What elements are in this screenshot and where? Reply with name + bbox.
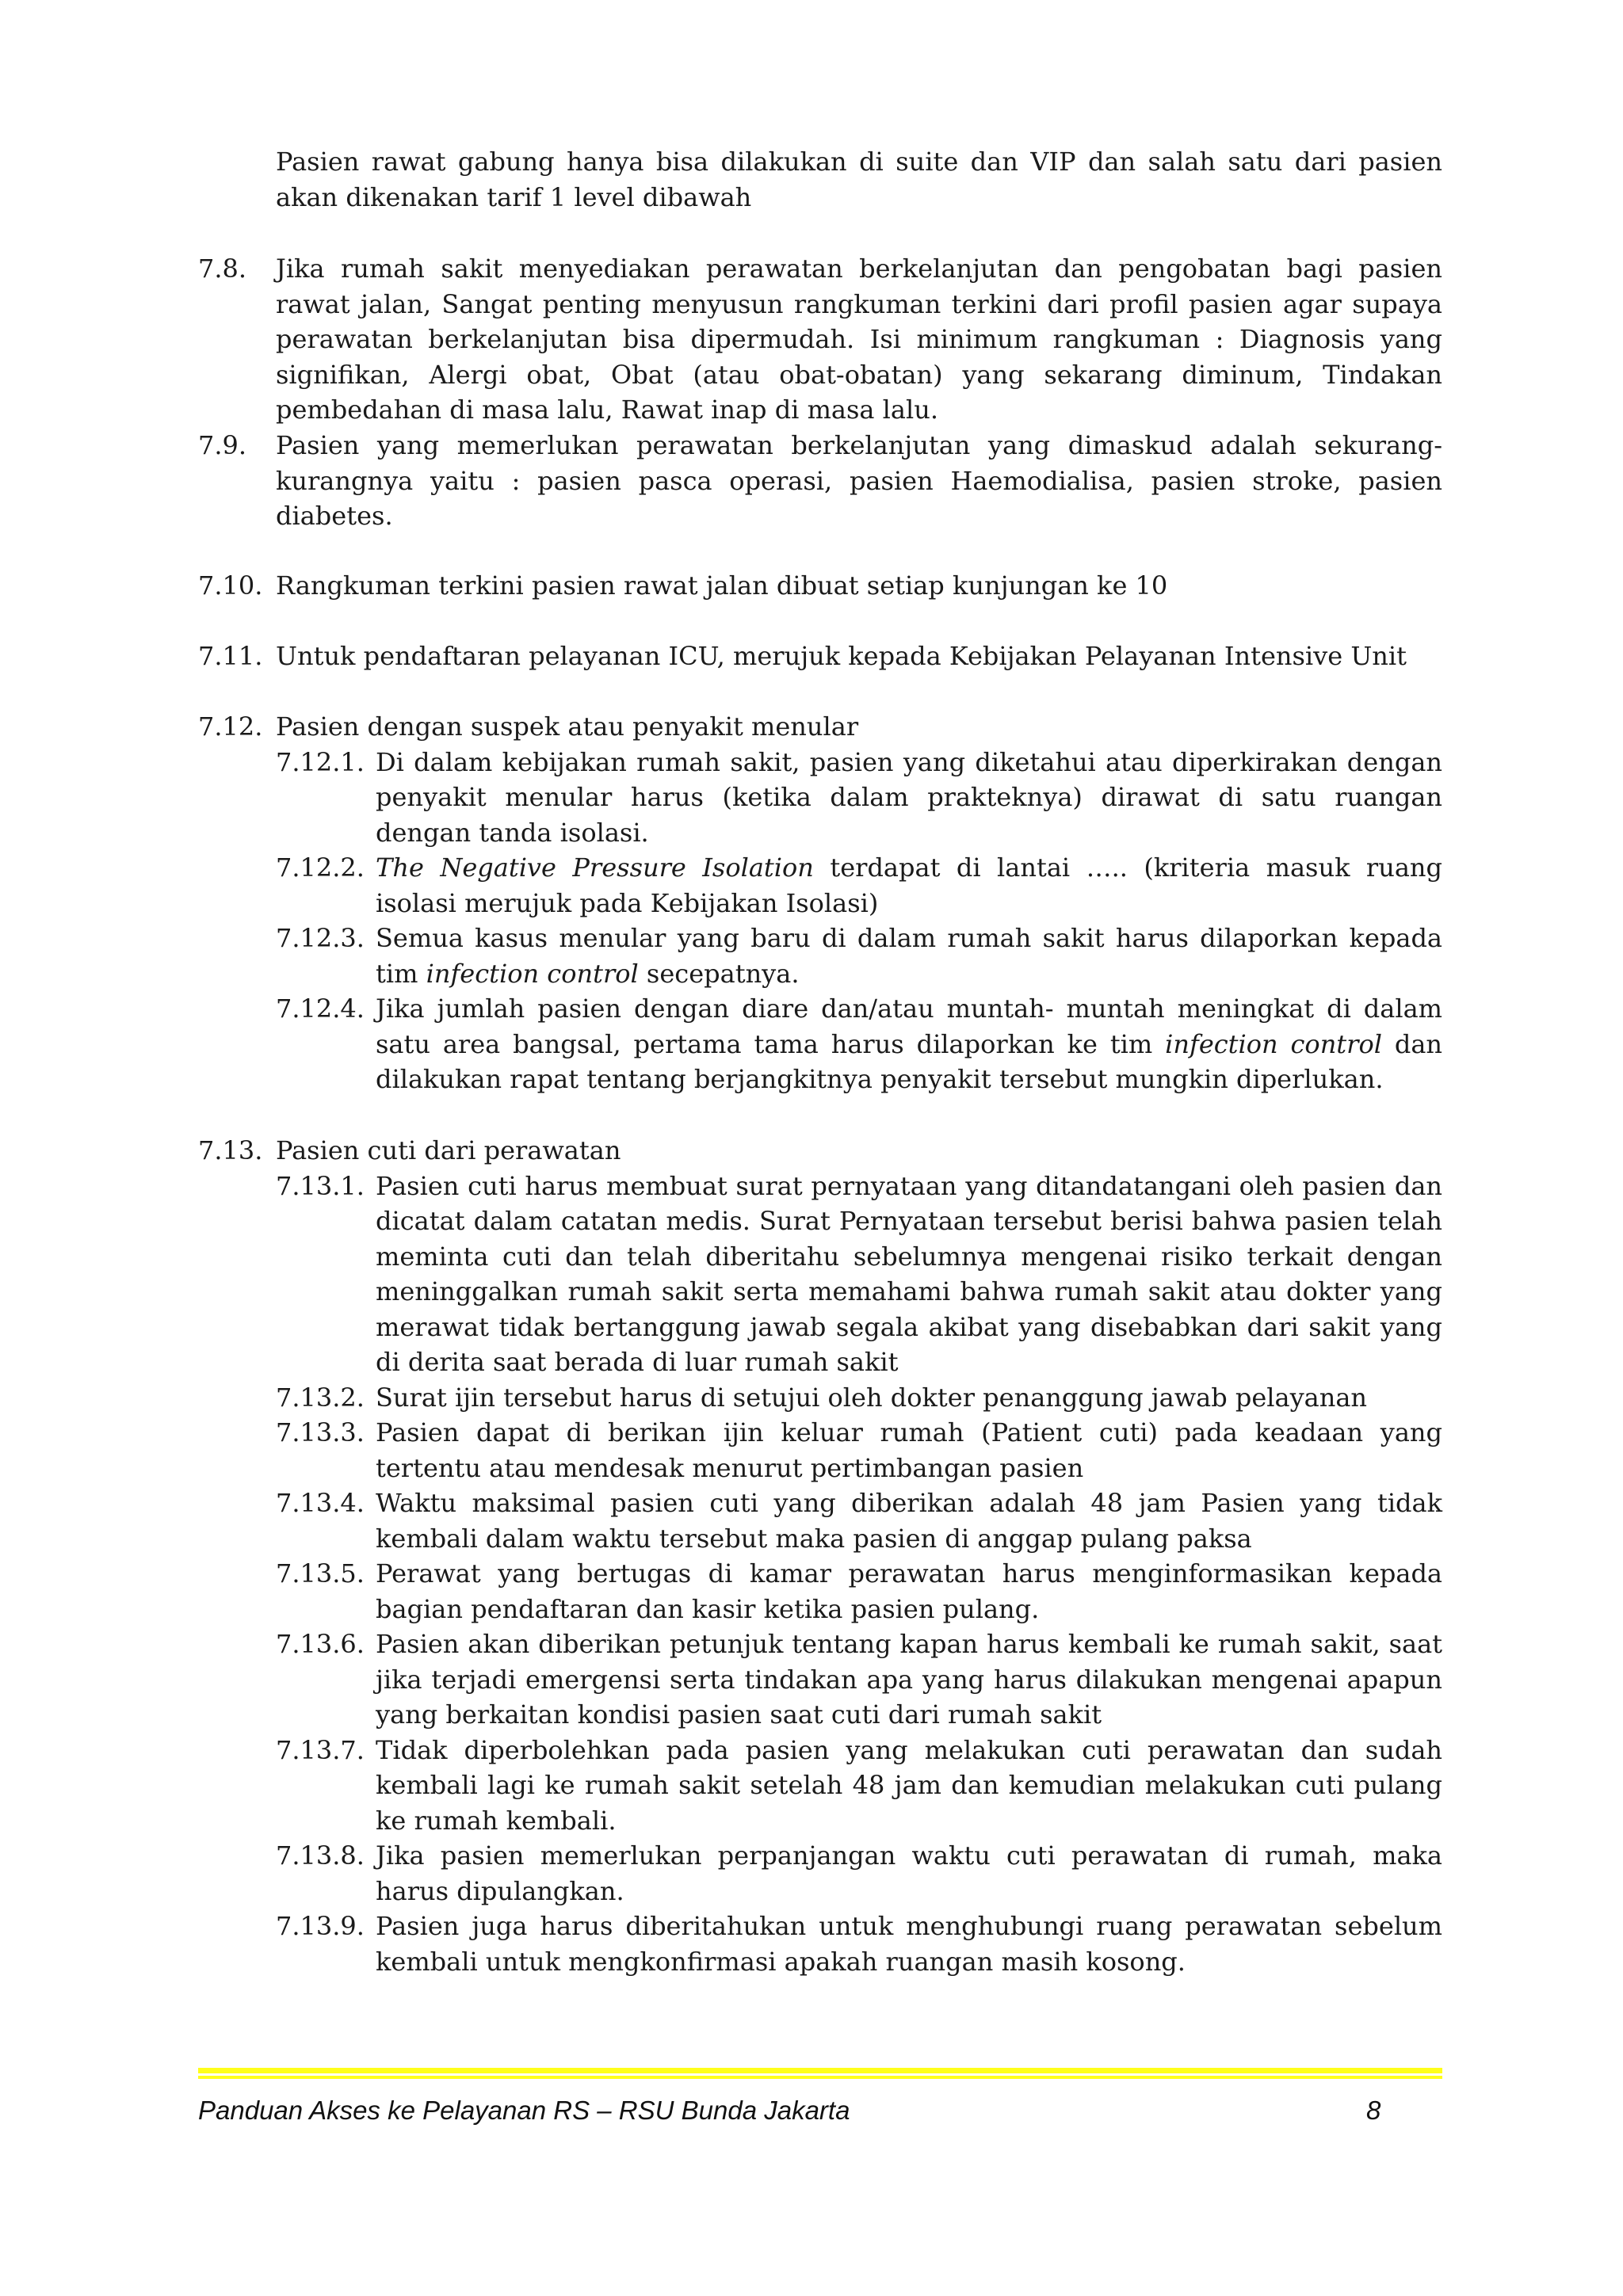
sub-item — [276, 1415, 1442, 1486]
sub-item-text: Perawat yang bertugas di kamar perawatan harus menginformasikan kepada bagian pendaftaran dan kasir ketika pasien pulang. — [376, 1558, 1442, 1624]
sub-item-text: Semua kasus menular yang baru di dalam rumah sakit harus dilaporkan kepada tim infection control secepatnya. — [376, 923, 1442, 989]
italic-term: infection control — [1165, 1028, 1382, 1059]
sub-item — [276, 850, 1442, 921]
footer-highlight-bar-thin — [198, 2076, 1442, 2079]
item-text: Rangkuman terkini pasien rawat jalan dibuat setiap kunjungan ke 10 — [276, 570, 1168, 601]
sub-item — [276, 1486, 1442, 1556]
sub-item-text: Waktu maksimal pasien cuti yang diberikan adalah 48 jam Pasien yang tidak kembali dalam waktu tersebut maka pasien di anggap pulang paksa — [376, 1488, 1442, 1554]
sub-item-number: 7.12.1. — [276, 746, 365, 777]
item-number: 7.8. — [198, 254, 247, 284]
intro-paragraph — [198, 144, 1442, 215]
footer-highlight-bar — [198, 2068, 1442, 2073]
item-number: 7.10. — [198, 570, 263, 601]
sub-item-number: 7.13.9. — [276, 1911, 365, 1941]
item-text: Pasien dengan suspek atau penyakit menular — [276, 711, 859, 742]
sub-item-number: 7.13.1. — [276, 1170, 365, 1201]
intro-text: Pasien rawat gabung hanya bisa dilakukan di suite dan VIP dan salah satu dari pasien akan dikenakan tarif 1 level dibawah — [276, 147, 1442, 212]
sub-item — [276, 921, 1442, 991]
sub-item-text: Tidak diperbolehkan pada pasien yang melakukan cuti perawatan dan sudah kembali lagi ke rumah sakit setelah 48 jam dan kemudian melakukan cuti pulang ke rumah kembali. — [376, 1734, 1442, 1836]
sub-item — [276, 1627, 1442, 1733]
sub-item — [276, 1169, 1442, 1380]
sub-item-number: 7.13.5. — [276, 1558, 365, 1589]
sub-item — [276, 991, 1442, 1097]
item-text: Pasien yang memerlukan perawatan berkelanjutan yang dimaskud adalah sekurang-kurangnya yaitu : pasien pasca operasi, pasien Haemodialisa, pasien stroke, pasien diabetes. — [276, 430, 1442, 531]
sub-list-7-13 — [276, 1169, 1442, 1980]
item-7-10 — [198, 568, 1442, 604]
item-text: Jika rumah sakit menyediakan perawatan berkelanjutan dan pengobatan bagi pasien rawat jalan, Sangat penting menyusun rangkuman terkini dari profil pasien agar supaya perawatan berkelanjutan bisa dipermudah. Isi minimum rangkuman : Diagnosis yang signifikan, Alergi obat, Obat (atau obat-obatan) yang sekarang diminum, Tindakan pembedahan di masa lalu, Rawat inap di masa lalu. — [276, 254, 1442, 425]
item-number: 7.9. — [198, 430, 247, 460]
sub-item — [276, 1733, 1442, 1839]
sub-item-number: 7.13.8. — [276, 1840, 365, 1871]
sub-item-text: Pasien juga harus diberitahukan untuk menghubungi ruang perawatan sebelum kembali untuk mengkonfirmasi apakah ruangan masih kosong. — [376, 1911, 1442, 1977]
item-7-9 — [198, 428, 1442, 534]
item-text: Pasien cuti dari perawatan — [276, 1135, 621, 1165]
sub-item — [276, 1909, 1442, 1979]
item-7-12 — [198, 709, 1442, 1097]
italic-term: infection control — [426, 958, 639, 989]
sub-item-number: 7.13.4. — [276, 1488, 365, 1518]
item-number: 7.11. — [198, 641, 263, 671]
sub-item-text: Jika pasien memerlukan perpanjangan waktu cuti perawatan di rumah, maka harus dipulangkan. — [376, 1840, 1442, 1906]
page-number: 8 — [1366, 2096, 1381, 2125]
item-7-13 — [198, 1133, 1442, 1979]
sub-item-text: Surat ijin tersebut harus di setujui oleh dokter penanggung jawab pelayanan — [376, 1382, 1368, 1413]
item-number: 7.13. — [198, 1135, 263, 1165]
sub-item — [276, 1380, 1442, 1416]
item-number: 7.12. — [198, 711, 263, 742]
sub-item-number: 7.12.4. — [276, 994, 365, 1024]
sub-item — [276, 745, 1442, 851]
sub-item-text: Di dalam kebijakan rumah sakit, pasien yang diketahui atau diperkirakan dengan penyakit menular harus (ketika dalam prakteknya) dirawat di satu ruangan dengan tanda isolasi. — [376, 746, 1442, 848]
sub-item-text: Pasien cuti harus membuat surat pernyataan yang ditandatangani oleh pasien dan dicatat dalam catatan medis. Surat Pernyataan tersebut berisi bahwa pasien telah meminta cuti dan telah diberitahu sebelumnya mengenai risiko terkait dengan meninggalkan rumah sakit serta memahami bahwa rumah sakit atau dokter yang merawat tidak bertanggung jawab segala akibat yang disebabkan dari sakit yang di derita saat berada di luar rumah sakit — [376, 1170, 1442, 1377]
sub-item-text: Jika jumlah pasien dengan diare dan/atau muntah- muntah meningkat di dalam satu area bangsal, pertama tama harus dilaporkan ke tim infection control dan dilakukan rapat tentang berjangkitnya penyakit tersebut mungkin diperlukan. — [376, 994, 1443, 1094]
footer-title: Panduan Akses ke Pelayanan RS – RSU Bunda Jakarta — [198, 2096, 850, 2125]
sub-item-text: The Negative Pressure Isolation terdapat di lantai ….. (kriteria masuk ruang isolasi merujuk pada Kebijakan Isolasi) — [376, 852, 1443, 918]
italic-term: The Negative Pressure Isolation — [376, 852, 814, 883]
item-text: Untuk pendaftaran pelayanan ICU, merujuk kepada Kebijakan Pelayanan Intensive Unit — [276, 641, 1407, 671]
sub-item-number: 7.13.2. — [276, 1382, 365, 1413]
sub-item-number: 7.12.3. — [276, 923, 365, 953]
sub-item-number: 7.12.2. — [276, 852, 365, 883]
sub-item — [276, 1556, 1442, 1627]
item-7-11 — [198, 639, 1442, 674]
sub-list-7-12 — [276, 745, 1442, 1097]
sub-item-number: 7.13.6. — [276, 1629, 365, 1659]
sub-item-number: 7.13.7. — [276, 1734, 365, 1765]
item-7-8 — [198, 251, 1442, 428]
sub-item-number: 7.13.3. — [276, 1417, 365, 1447]
sub-item-text: Pasien dapat di berikan ijin keluar rumah (Patient cuti) pada keadaan yang tertentu atau mendesak menurut pertimbangan pasien — [376, 1417, 1442, 1483]
sub-item-text: Pasien akan diberikan petunjuk tentang kapan harus kembali ke rumah sakit, saat jika terjadi emergensi serta tindakan apa yang harus dilakukan mengenai apapun yang berkaitan kondisi pasien saat cuti dari rumah sakit — [376, 1629, 1442, 1730]
sub-item — [276, 1838, 1442, 1909]
